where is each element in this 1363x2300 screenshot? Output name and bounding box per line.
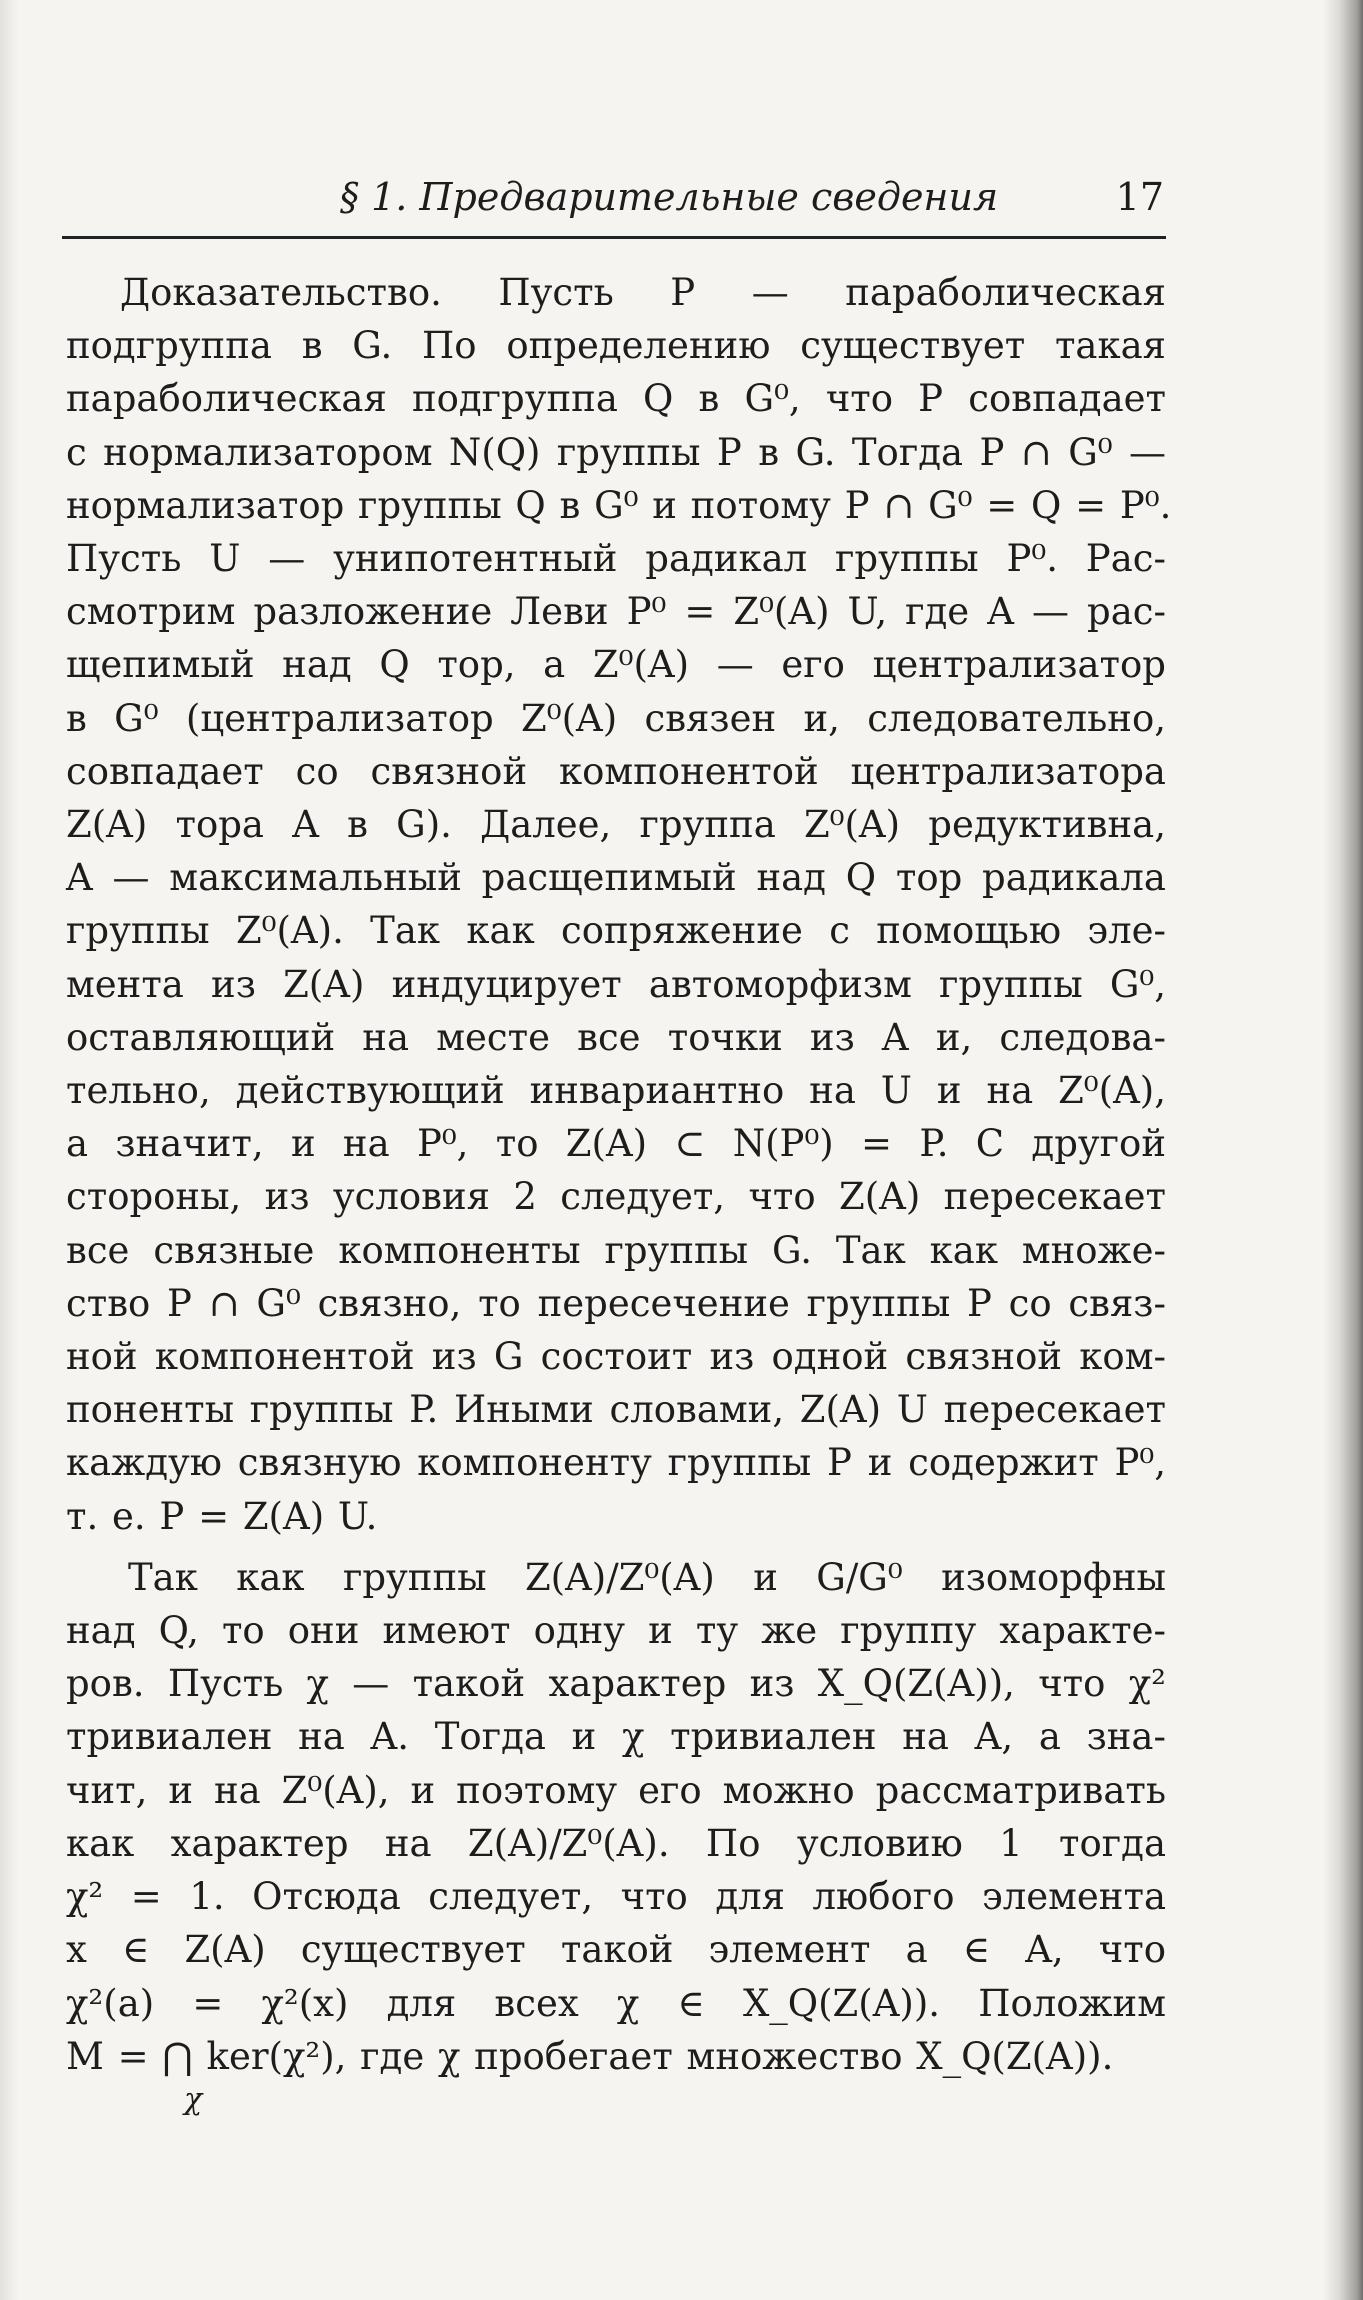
text-line: поненты группы P. Иными словами, Z(A) U пересекает	[66, 1388, 1166, 1432]
text-line: ство P ∩ G⁰ связно, то пересечение группы P со связ-	[66, 1281, 1166, 1325]
header-rule	[62, 236, 1166, 239]
paragraph-proof	[66, 266, 1172, 1543]
text-line: χ² = 1. Отсюда следует, что для любого элемента	[66, 1875, 1166, 1919]
text-line: оставляющий на месте все точки из A и, следова-	[66, 1015, 1166, 1059]
text-line: как характер на Z(A)/Z⁰(A). По условию 1 тогда	[66, 1821, 1166, 1865]
text-line: Так как группы Z(A)/Z⁰(A) и G/G⁰ изоморфны	[128, 1555, 1166, 1599]
text-line: Пусть U — унипотентный радикал группы P⁰. Рас-	[66, 537, 1166, 581]
text-line: а значит, и на P⁰, то Z(A) ⊂ N(P⁰) = P. С другой	[66, 1122, 1166, 1166]
paragraph-gap	[66, 1543, 1166, 1551]
text-line: чит, и на Z⁰(A), и поэтому его можно рассматривать	[66, 1768, 1166, 1812]
text-line: A — максимальный расщепимый над Q тор радикала	[66, 856, 1166, 900]
text-line: смотрим разложение Леви P⁰ = Z⁰(A) U, где A — рас-	[66, 590, 1166, 634]
page-header	[62, 172, 1164, 222]
text-line: нормализатор группы Q в G⁰ и потому P ∩ G⁰ = Q = P⁰.	[66, 483, 1172, 527]
page-left-shadow	[0, 0, 18, 2300]
text-line: подгруппа в G. По определению существует такая	[66, 324, 1166, 368]
page-number: 17	[1115, 175, 1164, 219]
text-line: параболическая подгруппа Q в G⁰, что P совпадает	[66, 377, 1166, 421]
text-line: Доказательство. Пусть P — параболическая	[120, 271, 1166, 314]
text-line: ров. Пусть χ — такой характер из X_Q(Z(A)), что χ²	[66, 1662, 1166, 1706]
text-line: группы Z⁰(A). Так как сопряжение с помощью эле-	[66, 909, 1166, 953]
running-title: § 1. Предварительные сведения	[340, 175, 999, 219]
text-line: ной компонентой из G состоит из одной связной ком-	[66, 1335, 1166, 1379]
text-line: M = ⋂ ker(χ²), где χ пробегает множество X_Q(Z(A)).	[66, 2034, 1114, 2078]
text-line: тривиален на A. Тогда и χ тривиален на A, а зна-	[66, 1715, 1166, 1759]
text-line: с нормализатором N(Q) группы P в G. Тогда P ∩ G⁰ —	[66, 430, 1166, 474]
text-line: Z(A) тора A в G). Далее, группа Z⁰(A) редуктивна,	[66, 803, 1166, 847]
text-line: совпадает со связной компонентой централизатора	[66, 749, 1166, 793]
text-line: все связные компоненты группы G. Так как множе-	[66, 1228, 1166, 1272]
body-text	[66, 266, 1172, 2083]
text-line: каждую связную компоненту группы P и содержит P⁰,	[66, 1441, 1166, 1485]
paragraph-characters	[66, 1551, 1166, 2083]
text-line: щепимый над Q тор, а Z⁰(A) — его централизатор	[66, 643, 1166, 687]
text-line: над Q, то они имеют одну и ту же группу характе-	[66, 1609, 1166, 1653]
text-line: мента из Z(A) индуцирует автоморфизм группы G⁰,	[66, 962, 1166, 1006]
intersection-subscript: χ	[184, 2082, 203, 2117]
text-line: в G⁰ (централизатор Z⁰(A) связен и, следовательно,	[66, 696, 1166, 740]
text-line: т. е. P = Z(A) U.	[66, 1494, 378, 1538]
text-line: тельно, действующий инвариантно на U и на Z⁰(A),	[66, 1069, 1166, 1113]
text-line: стороны, из условия 2 следует, что Z(A) пересекает	[66, 1175, 1166, 1219]
text-line: x ∈ Z(A) существует такой элемент a ∈ A, что	[66, 1928, 1166, 1972]
text-line: χ²(a) = χ²(x) для всех χ ∈ X_Q(Z(A)). Положим	[66, 1981, 1166, 2025]
page-right-shadow	[1323, 0, 1363, 2300]
